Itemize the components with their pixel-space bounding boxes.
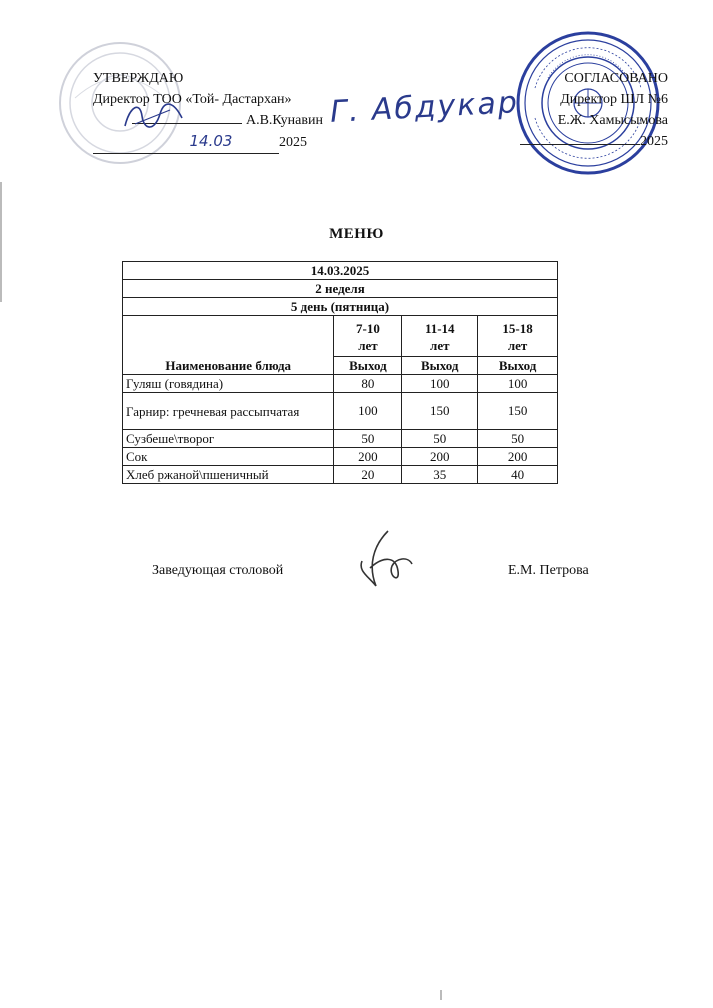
agreed-date-line (505, 131, 668, 152)
scan-mark (0, 182, 2, 302)
approve-name: А.В.Кунавин (245, 113, 323, 128)
approve-position: Директор ТОО «Той- Дастархан» (93, 92, 292, 107)
scan-mark (440, 990, 442, 1000)
agreed-name: Е.Ж. Хамысымова (557, 113, 668, 128)
table-row: Хлеб ржаной\пшеничный 20 35 40 (123, 466, 558, 484)
approve-heading: УТВЕРЖДАЮ (93, 71, 184, 86)
agreed-year: 2025 (640, 134, 668, 149)
yield-header-2: Выход (402, 357, 478, 375)
approve-year: 2025 (279, 135, 307, 150)
table-row: Сок 200 200 200 (123, 448, 558, 466)
approve-date-handwritten: 14.03 (189, 132, 233, 150)
table-row: Сузбеше\творог 50 50 50 (123, 430, 558, 448)
menu-table (122, 261, 558, 484)
director-signature (120, 96, 190, 136)
agreed-signature-handwritten: Г. Абдукар (329, 85, 520, 130)
menu-day: 5 день (пятница) (123, 298, 558, 316)
canteen-head-name: Е.М. Петрова (508, 563, 589, 578)
table-row: Гарнир: гречневая рассыпчатая 100 150 150 (123, 393, 558, 430)
menu-date: 14.03.2025 (123, 262, 558, 280)
agreed-position: Директор ШЛ №6 (560, 92, 668, 107)
yield-header-3: Выход (478, 357, 558, 375)
age-header-1: 7-10 лет (334, 316, 402, 357)
canteen-head-signature (348, 526, 418, 596)
age-header-2: 11-14 лет (402, 316, 478, 357)
menu-week: 2 неделя (123, 280, 558, 298)
page-title: МЕНЮ (329, 226, 384, 242)
table-row: Гуляш (говядина) 80 100 100 (123, 375, 558, 393)
dish-name-header: Наименование блюда (123, 316, 334, 375)
age-header-3: 15-18 лет (478, 316, 558, 357)
agreed-heading: СОГЛАСОВАНО (564, 71, 668, 86)
yield-header-1: Выход (334, 357, 402, 375)
canteen-head-role: Заведующая столовой (152, 563, 284, 578)
agreement-block (505, 68, 668, 152)
